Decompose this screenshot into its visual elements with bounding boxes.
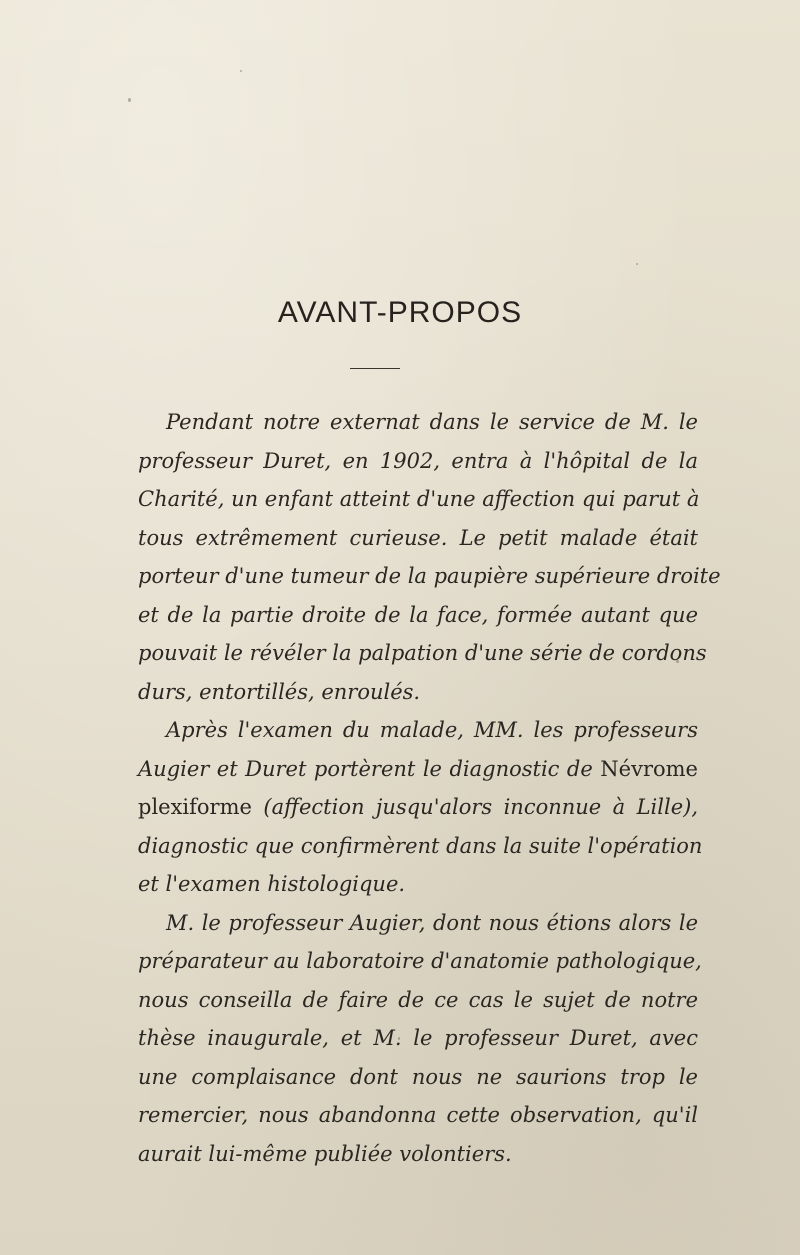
- text-line: et de la partie droite de la face, formée autant que: [138, 602, 698, 627]
- text-line: [138, 750, 698, 789]
- roman-text-segment: plexiforme: [138, 795, 252, 819]
- title-divider: [350, 368, 400, 369]
- page-title: AVANT-PROPOS: [277, 296, 523, 329]
- roman-text-segment: Névrome: [600, 756, 698, 781]
- paper-speck: [636, 263, 638, 265]
- body-text: [138, 403, 721, 1173]
- text-line: thèse inaugurale, et M. le professeur Duret, avec: [138, 1026, 698, 1050]
- text-line: porteur d'une tumeur de la paupière supérieure droite: [138, 564, 721, 588]
- text-line: nous conseilla de faire de ce cas le sujet de notre: [138, 987, 698, 1012]
- paper-speck: [398, 1037, 400, 1040]
- text-line: pouvait le révéler la palpation d'une série de cordons: [138, 641, 707, 665]
- text-segment: Augier et Duret portèrent le diagnostic de: [138, 756, 593, 781]
- text-line: M. le professeur Augier, dont nous étions alors le: [166, 910, 698, 935]
- text-line: Charité, un enfant atteint d'une affection qui parut à: [138, 487, 700, 511]
- text-line: professeur Duret, en 1902, entra à l'hôpital de la: [138, 448, 698, 473]
- text-line: et l'examen histologique.: [138, 872, 406, 896]
- text-line: [138, 788, 698, 827]
- paper-speck: [128, 98, 131, 102]
- text-line: diagnostic que confirmèrent dans la suite l'opération: [138, 833, 703, 858]
- text-line: Après l'examen du malade, MM. les professeurs: [166, 718, 698, 742]
- text-line: une complaisance dont nous ne saurions trop le: [138, 1064, 698, 1089]
- paper-speck: [240, 70, 242, 72]
- paper-speck: [676, 660, 679, 663]
- text-line: aurait lui-même publiée volontiers.: [138, 1141, 512, 1166]
- text-line: préparateur au laboratoire d'anatomie pathologique,: [138, 949, 702, 973]
- text-line: durs, entortillés, enroulés.: [138, 679, 421, 704]
- text-segment: (affection jusqu'alors inconnue à Lille),: [263, 795, 698, 819]
- text-line: tous extrêmement curieuse. Le petit malade était: [138, 525, 698, 550]
- text-line: Pendant notre externat dans le service de M. le: [166, 410, 698, 434]
- text-line: remercier, nous abandonna cette observation, qu'il: [138, 1103, 698, 1127]
